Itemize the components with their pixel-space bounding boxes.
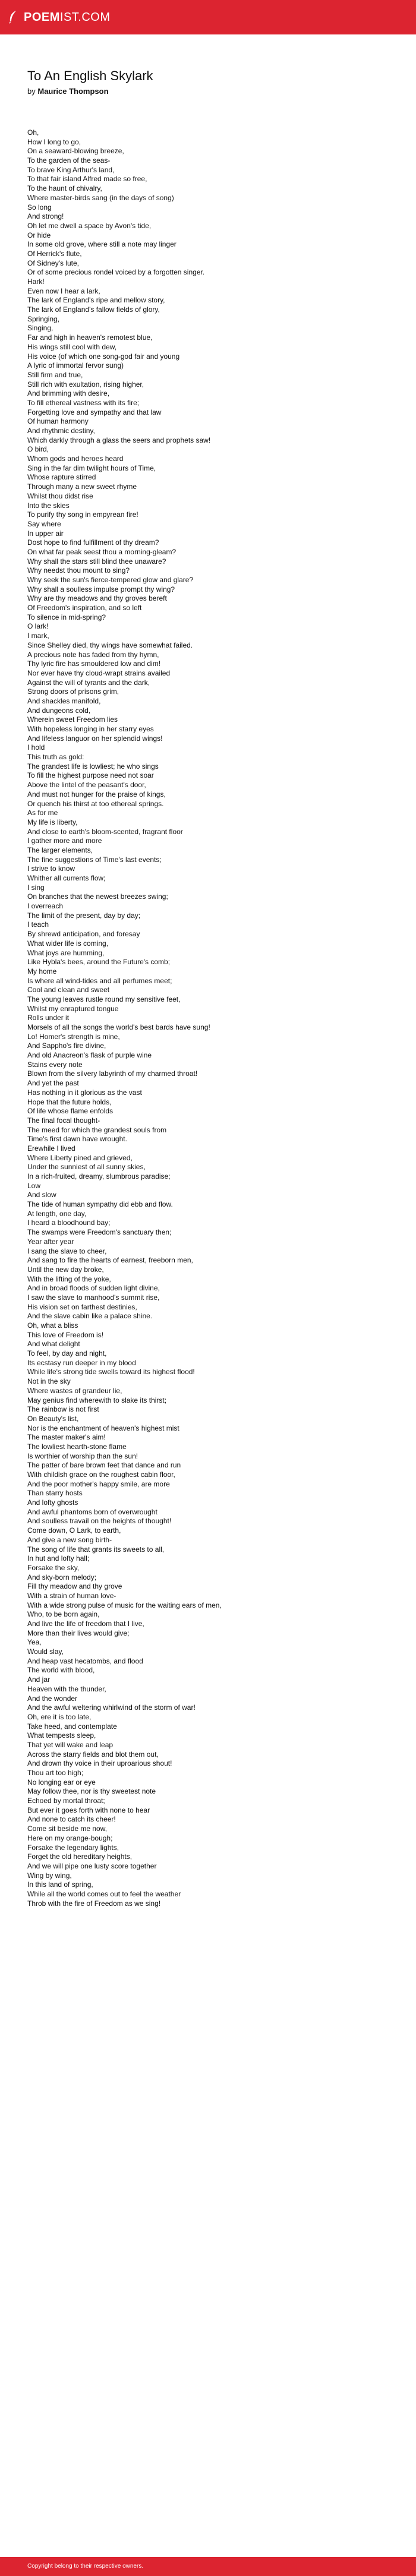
poem-line: And awful phantoms born of overwrought: [27, 1507, 157, 1516]
poem-line: To that fair island Alfred made so free,: [27, 175, 147, 184]
poem-line: With a wide strong pulse of music for the waiting ears of men,: [27, 1600, 222, 1609]
poem-line: Into the skies: [27, 501, 70, 510]
poem-line: I gather more and more: [27, 836, 102, 845]
poem-line: Where wastes of grandeur lie,: [27, 1386, 122, 1395]
poem-line: While life's strong tide swells toward its highest flood!: [27, 1368, 195, 1377]
logo-text-bold: POEM: [24, 10, 60, 24]
poem-line: Forsake the sky,: [27, 1563, 80, 1572]
poem-body: [27, 128, 390, 1908]
poem-line: And sky-born melody;: [27, 1573, 97, 1581]
poem-line: And Sappho's fire divine,: [27, 1041, 106, 1050]
poem-line: This truth as gold:: [27, 753, 84, 762]
poem-line: And must not hunger for the praise of kings,: [27, 790, 166, 798]
poem-line: Why shall a soulless impulse prompt thy wing?: [27, 585, 175, 594]
poem-line: And yet the past: [27, 1079, 79, 1088]
poem-line: The limit of the present, day by day;: [27, 911, 141, 920]
poem-line: Under the sunniest of all sunny skies,: [27, 1163, 146, 1172]
poem-line: Erewhile I lived: [27, 1144, 75, 1153]
poem-line: May follow thee, nor is thy sweetest note: [27, 1787, 156, 1796]
poem-line: The rainbow is not first: [27, 1405, 99, 1414]
poem-line: Strong doors of prisons grim,: [27, 687, 119, 696]
poem-line: The fine suggestions of Time's last events;: [27, 855, 162, 864]
poem-line: Still firm and true,: [27, 370, 83, 379]
poem-line: And live the life of freedom that I live,: [27, 1620, 144, 1628]
poem-line: Springing,: [27, 314, 60, 323]
poem-line: Is worthier of worship than the sun!: [27, 1451, 138, 1460]
poem-line: And none to catch its cheer!: [27, 1815, 116, 1824]
poem-line: Has nothing in it glorious as the vast: [27, 1088, 142, 1097]
poem-line: I saw the slave to manhood's summit rise,: [27, 1293, 160, 1302]
poem-line: Stains every note: [27, 1060, 83, 1069]
poem-line: Oh, what a bliss: [27, 1321, 78, 1330]
poem-line: Who, to be born again,: [27, 1610, 100, 1619]
poem-line: Whom gods and heroes heard: [27, 454, 124, 463]
poem-line: The grandest life is lowliest; he who sings: [27, 762, 159, 771]
poem-line: And the awful weltering whirlwind of the storm of war!: [27, 1703, 196, 1712]
poem-line: And sang to fire the hearts of earnest, freeborn men,: [27, 1256, 193, 1265]
poem-line: To the haunt of chivalry,: [27, 184, 102, 193]
poem-line: But ever it goes forth with none to hear: [27, 1805, 150, 1814]
poem-line: Than starry hosts: [27, 1489, 83, 1498]
poem-line: Lo! Homer's strength is mine,: [27, 1032, 120, 1041]
poem-title: To An English Skylark: [27, 68, 153, 83]
poem-line: Above the lintel of the peasant's door,: [27, 781, 146, 790]
poem-line: The song of life that grants its sweets to all,: [27, 1545, 165, 1554]
poem-line: And dungeons cold,: [27, 706, 91, 715]
copyright-notice: Copyright belong to their respective owners.: [27, 2563, 144, 2569]
poem-line: Morsels of all the songs the world's best bards have sung!: [27, 1023, 210, 1031]
poem-line: Or of some precious rondel voiced by a forgotten singer.: [27, 268, 205, 277]
poem-line: That yet will wake and leap: [27, 1740, 114, 1749]
poem-line: Against the will of tyrants and the dark,: [27, 678, 150, 687]
poem-line: The swamps were Freedom's sanctuary then;: [27, 1228, 172, 1237]
poem-line: Singing,: [27, 324, 53, 333]
poem-line: My life is liberty,: [27, 817, 78, 826]
poem-line: I mark,: [27, 632, 49, 640]
poem-line: At length, one day,: [27, 1209, 87, 1218]
poem-line: Of Freedom's inspiration, and so left: [27, 604, 142, 613]
poem-line: On what far peak seest thou a morning-gleam?: [27, 547, 177, 556]
site-logo[interactable]: [7, 8, 111, 26]
poem-line: His voice (of which one song-god fair and young: [27, 352, 180, 361]
poem-line: Whither all currents flow;: [27, 874, 106, 882]
poem-line: Of human harmony: [27, 417, 89, 426]
poem-line: And jar: [27, 1675, 51, 1684]
poem-line: More than their lives would give;: [27, 1628, 130, 1637]
poem-line: Year after year: [27, 1237, 74, 1246]
poem-line: Of Sidney's lute,: [27, 258, 79, 267]
poem-line: His vision set on farthest destinies,: [27, 1302, 137, 1311]
poem-line: Until the new day broke,: [27, 1265, 104, 1274]
poem-line: So long: [27, 203, 52, 211]
poem-line: To the garden of the seas-: [27, 156, 111, 165]
poem-line: Hope that the future holds,: [27, 1097, 112, 1106]
poem-line: No longing ear or eye: [27, 1778, 96, 1786]
poem-line: With a strain of human love-: [27, 1591, 116, 1600]
poem-line: I sang the slave to cheer,: [27, 1246, 107, 1255]
poem-line: And the slave cabin like a palace shine.: [27, 1312, 153, 1321]
poem-line: The lark of England's fallow fields of glory,: [27, 305, 160, 314]
poem-line: And close to earth's bloom-scented, fragrant floor: [27, 827, 183, 836]
poem-line: Of Herrick's flute,: [27, 249, 82, 258]
poem-line: On branches that the newest breezes swing;: [27, 892, 168, 901]
poem-line: As for me: [27, 809, 58, 817]
poem-line: O bird,: [27, 445, 49, 454]
poem-line: Whilst my enraptured tongue: [27, 1004, 119, 1013]
poem-line: Heaven with the thunder,: [27, 1684, 106, 1693]
poem-line: Oh,: [27, 128, 39, 137]
poem-line: Wing by wing,: [27, 1871, 72, 1880]
poem-line: Not in the sky: [27, 1377, 71, 1386]
poem-line: Whose rapture stirred: [27, 473, 96, 482]
poem-line: What tempests sleep,: [27, 1731, 96, 1740]
poem-line: To feel, by day and night,: [27, 1349, 107, 1358]
poem-line: Fill thy meadow and thy grove: [27, 1582, 122, 1591]
poem-line: The larger elements,: [27, 845, 93, 854]
poem-line: Where master-birds sang (in the days of song): [27, 193, 174, 202]
poem-line: The lark of England's ripe and mellow story,: [27, 296, 165, 305]
poem-line: And lofty ghosts: [27, 1498, 78, 1507]
poem-line: Since Shelley died, thy wings have somewhat failed.: [27, 640, 193, 649]
poem-line: Even now I hear a lark,: [27, 286, 100, 295]
poem-line: In this land of spring,: [27, 1880, 93, 1889]
poem-line: And in broad floods of sudden light divine,: [27, 1284, 160, 1293]
poem-line: Thy lyric fire has smouldered low and dim!: [27, 659, 161, 668]
poem-line: Through many a new sweet rhyme: [27, 482, 137, 491]
poem-line: And rhythmic destiny,: [27, 427, 95, 435]
poem-line: Dost hope to find fulfillment of thy dream?: [27, 538, 159, 547]
poem-line: On Beauty's list,: [27, 1414, 79, 1423]
site-header: [0, 0, 416, 34]
poem-line: I heard a bloodhound bay;: [27, 1218, 111, 1227]
logo-text-thin: IST.COM: [59, 10, 111, 24]
poem-line: To purify thy song in empyrean fire!: [27, 510, 138, 519]
poem-line: Low: [27, 1181, 41, 1190]
poem-line: The lowliest hearth-stone flame: [27, 1442, 127, 1451]
poem-line: Hark!: [27, 277, 45, 286]
poem-line: I hold: [27, 743, 45, 752]
poem-line: And slow: [27, 1191, 56, 1199]
poem-line: Oh let me dwell a space by Avon's tide,: [27, 221, 152, 230]
poem-line: Or hide: [27, 231, 51, 239]
poem-line: And the wonder: [27, 1694, 78, 1703]
author-link[interactable]: Maurice Thompson: [37, 87, 109, 96]
poem-line: And old Anacreon's flask of purple wine: [27, 1051, 152, 1060]
poem-line: Its ecstasy run deeper in my blood: [27, 1358, 136, 1367]
poem-line: Or quench his thirst at too ethereal springs.: [27, 799, 164, 808]
poem-line: Nor ever have thy cloud-wrapt strains availed: [27, 668, 171, 677]
poem-line: I teach: [27, 920, 49, 929]
poem-line: A precious note has faded from thy hymn,: [27, 650, 159, 659]
poem-line: And the poor mother's happy smile, are more: [27, 1479, 170, 1488]
quill-pen-icon: [7, 10, 19, 24]
poem-byline: [27, 87, 109, 96]
poem-line: And lifeless languor on her splendid wings!: [27, 734, 163, 743]
poem-line: With childish grace on the roughest cabin floor,: [27, 1470, 175, 1479]
poem-line: And we will pipe one lusty score together: [27, 1861, 157, 1870]
poem-line: Echoed by mortal throat;: [27, 1797, 105, 1805]
poem-line: To silence in mid-spring?: [27, 613, 106, 621]
poem-line: Come sit beside me now,: [27, 1824, 108, 1833]
poem-line: What wider life is coming,: [27, 939, 109, 948]
poem-line: Throb with the fire of Freedom as we sing!: [27, 1899, 161, 1908]
poem-line: Rolls under it: [27, 1014, 70, 1022]
poem-line: And brimming with desire,: [27, 389, 110, 398]
poem-line: And soulless travail on the heights of thought!: [27, 1517, 172, 1526]
poem-line: What joys are humming,: [27, 948, 105, 957]
poem-line: Take heed, and contemplate: [27, 1722, 117, 1731]
poem-line: And drown thy voice in their uproarious shout!: [27, 1759, 172, 1768]
poem-line: And strong!: [27, 212, 64, 221]
poem-line: Why are thy meadows and thy groves bereft: [27, 594, 167, 603]
poem-line: The young leaves rustle round my sensitive feet,: [27, 995, 181, 1003]
poem-line: And what delight: [27, 1340, 80, 1349]
poem-line: To fill ethereal vastness with its fire;: [27, 398, 140, 407]
poem-line: To brave King Arthur's land,: [27, 165, 115, 174]
poem-line: And heap vast hecatombs, and flood: [27, 1656, 143, 1665]
poem-line: And give a new song birth-: [27, 1535, 112, 1544]
poem-line: The tide of human sympathy did ebb and flow.: [27, 1200, 173, 1209]
poem-line: A lyric of immortal fervor sung): [27, 361, 124, 370]
poem-line: Say where: [27, 519, 61, 528]
poem-line: How I long to go,: [27, 137, 81, 146]
poem-line: This love of Freedom is!: [27, 1330, 104, 1339]
poem-line: The patter of bare brown feet that dance and run: [27, 1461, 181, 1470]
poem-line: Cool and clean and sweet: [27, 986, 110, 995]
poem-line: Here on my orange-bough;: [27, 1833, 113, 1842]
poem-line: And shackles manifold,: [27, 696, 101, 705]
poem-line: While all the world comes out to feel the weather: [27, 1889, 181, 1898]
poem-line: To fill the highest purpose need not soar: [27, 771, 154, 780]
poem-line: In a rich-fruited, dreamy, slumbrous paradise;: [27, 1172, 171, 1180]
poem-line: Yea,: [27, 1638, 42, 1647]
site-footer: [0, 2557, 416, 2576]
poem-line: I sing: [27, 883, 45, 892]
poem-line: Sing in the far dim twilight hours of Time,: [27, 463, 156, 472]
poem-line: Would slay,: [27, 1647, 64, 1656]
poem-line: Of life whose flame enfolds: [27, 1107, 114, 1116]
poem-line: Nor is the enchantment of heaven's highest mist: [27, 1423, 179, 1432]
poem-line: Come down, O Lark, to earth,: [27, 1526, 121, 1535]
by-label: by: [27, 87, 36, 96]
poem-line: In some old grove, where still a note may linger: [27, 240, 177, 249]
poem-line: Time's first dawn have wrought.: [27, 1135, 127, 1144]
poem-line: By shrewd anticipation, and foresay: [27, 930, 140, 939]
poem-line: Across the starry fields and blot them out,: [27, 1750, 159, 1759]
poem-line: Thou art too high;: [27, 1769, 84, 1777]
poem-line: In upper air: [27, 529, 64, 538]
poem-line: The final focal thought-: [27, 1116, 100, 1125]
poem-line: May genius find wherewith to slake its thirst;: [27, 1396, 167, 1404]
poem-line: Why seek the sun's fierce-tempered glow and glare?: [27, 576, 194, 584]
poem-line: On a seaward-blowing breeze,: [27, 147, 124, 156]
poem-line: Why shall the stars still blind thee unaware?: [27, 557, 166, 566]
poem-line: Why needst thou mount to sing?: [27, 566, 130, 575]
poem-line: Whilst thou didst rise: [27, 491, 93, 500]
poem-line: Far and high in heaven's remotest blue,: [27, 333, 153, 342]
poem-line: Wherein sweet Freedom lies: [27, 715, 118, 724]
poem-line: I strive to know: [27, 864, 75, 873]
poem-line: Blown from the silvery labyrinth of my charmed throat!: [27, 1069, 198, 1078]
poem-line: O lark!: [27, 622, 49, 631]
poem-line: Forget the old hereditary heights,: [27, 1852, 133, 1861]
poem-line: Forgetting love and sympathy and that law: [27, 408, 162, 416]
poem-line: Still rich with exultation, rising higher,: [27, 380, 144, 389]
poem-line: The world with blood,: [27, 1666, 95, 1675]
poem-line: Oh, ere it is too late,: [27, 1712, 92, 1721]
poem-line: Which darkly through a glass the seers and prophets saw!: [27, 435, 211, 444]
poem-line: His wings still cool with dew,: [27, 342, 117, 351]
poem-line: In hut and lofty hall;: [27, 1554, 90, 1563]
poem-line: Is where all wind-tides and all perfumes meet;: [27, 976, 172, 985]
poem-line: The master maker's aim!: [27, 1433, 106, 1442]
poem-line: With hopeless longing in her starry eyes: [27, 725, 154, 733]
poem-line: My home: [27, 967, 57, 976]
poem-line: Like Hybla's bees, around the Future's comb;: [27, 958, 171, 967]
poem-line: I overreach: [27, 902, 64, 911]
poem-line: With the lifting of the yoke,: [27, 1274, 111, 1283]
poem-line: The meed for which the grandest souls from: [27, 1125, 167, 1134]
poem-line: Forsake the legendary lights,: [27, 1843, 119, 1852]
poem-line: Where Liberty pined and grieved,: [27, 1153, 133, 1162]
